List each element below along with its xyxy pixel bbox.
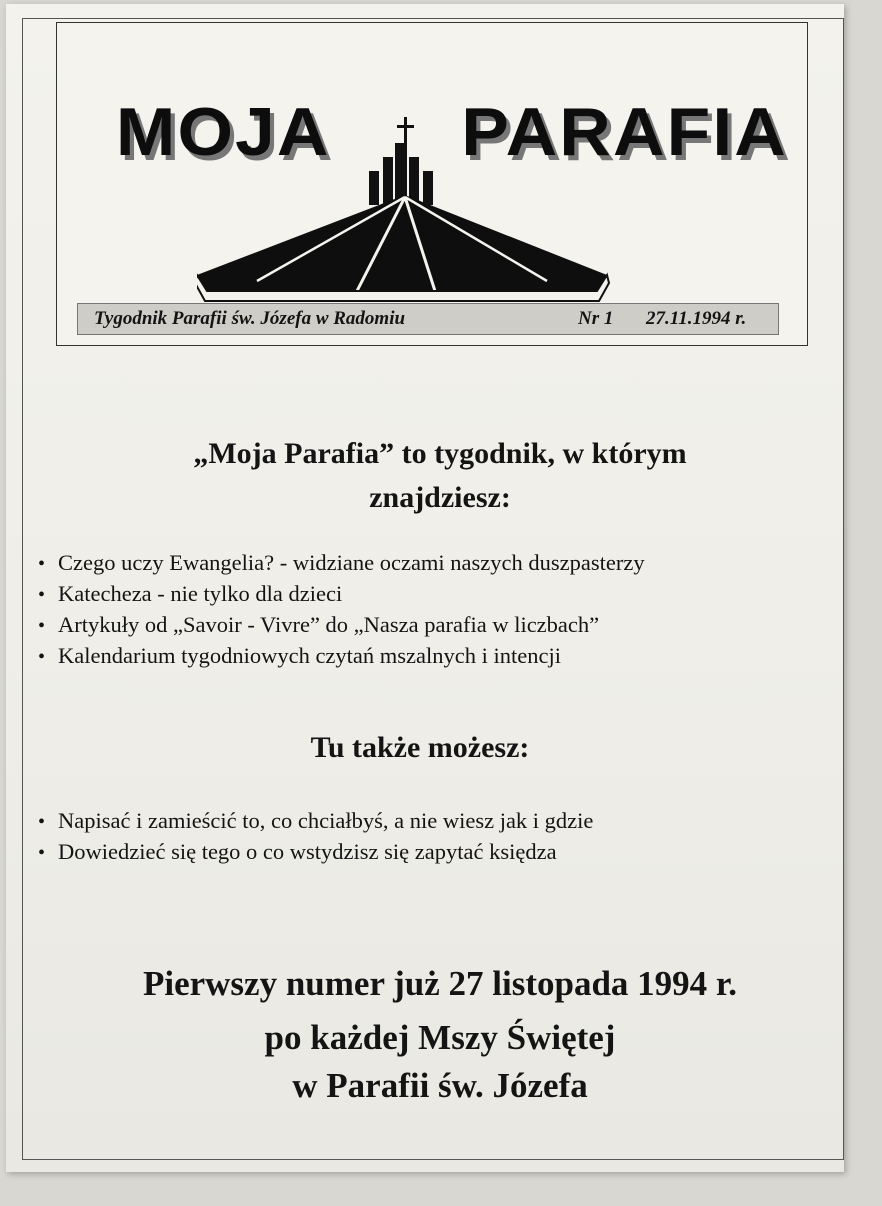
intro-list <box>38 548 645 672</box>
also-heading: Tu także możesz: <box>310 731 530 764</box>
intro-heading-line2: znajdziesz: <box>369 481 511 514</box>
masthead-title-right: PARAFIA <box>461 94 788 170</box>
masthead-subtitle: Tygodnik Parafii św. Józefa w Radomiu <box>94 308 406 329</box>
list-item: • Kalendarium tygodniowych czytań mszalnych i intencji <box>38 641 645 672</box>
issue-date: 27.11.1994 r. <box>646 308 747 329</box>
list-item: • Dowiedzieć się tego o co wstydzisz się zapytać księdza <box>38 837 593 868</box>
church-logo-icon <box>197 113 617 313</box>
masthead <box>56 22 808 346</box>
issue-number: Nr 1 <box>578 308 614 329</box>
also-list <box>38 806 593 868</box>
intro-heading-line1: „Moja Parafia” to tygodnik, w którym <box>193 437 687 470</box>
masthead-subtitle-bar <box>77 303 779 335</box>
masthead-title-left: MOJA <box>115 94 331 170</box>
announcement-line3: w Parafii św. Józefa <box>292 1066 588 1105</box>
list-item: • Katecheza - nie tylko dla dzieci <box>38 579 645 610</box>
list-item: • Napisać i zamieścić to, co chciałbyś, a nie wiesz jak i gdzie <box>38 806 593 837</box>
list-item: • Czego uczy Ewangelia? - widziane oczami naszych duszpasterzy <box>38 548 645 579</box>
list-item: • Artykuły od „Savoir - Vivre” do „Nasza parafia w liczbach” <box>38 610 645 641</box>
announcement-line1: Pierwszy numer już 27 listopada 1994 r. <box>142 964 737 1003</box>
announcement-line2: po każdej Mszy Świętej <box>264 1018 616 1057</box>
